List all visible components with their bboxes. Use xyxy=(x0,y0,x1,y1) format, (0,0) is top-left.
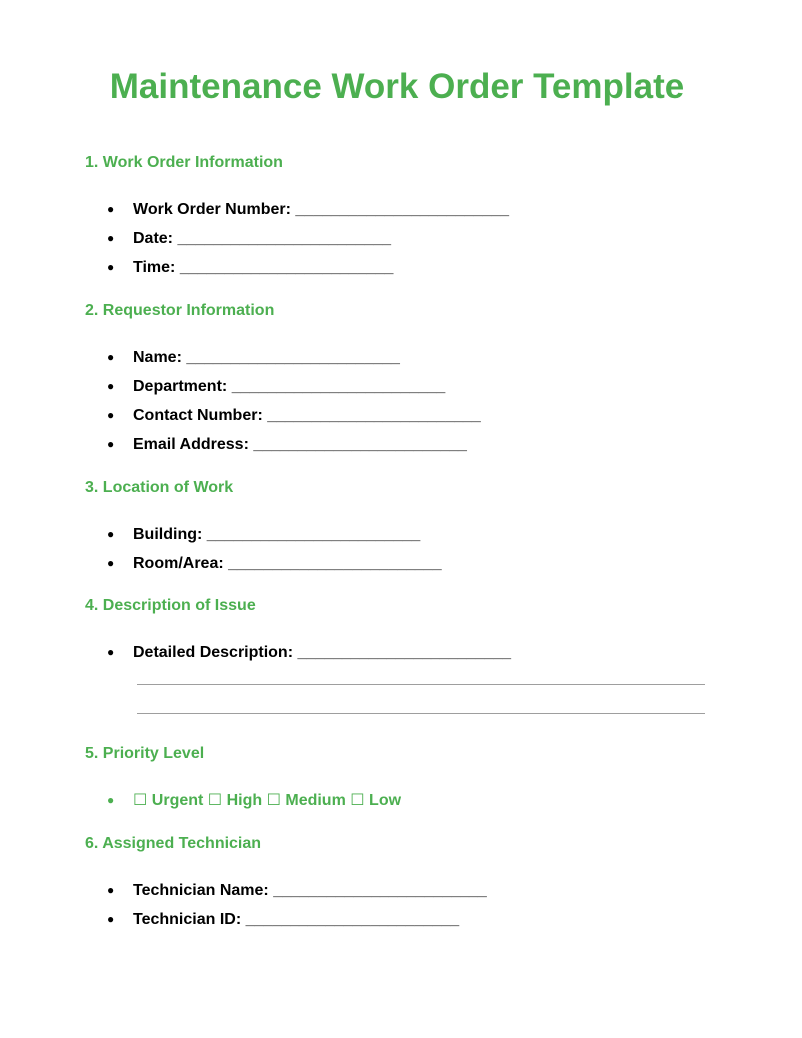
field-room-area[interactable] xyxy=(107,553,442,574)
bullet-icon: ● xyxy=(107,793,115,807)
description-line-2[interactable] xyxy=(137,713,705,714)
field-label: Detailed Description: xyxy=(133,644,294,661)
bullet-icon: ● xyxy=(107,260,115,274)
field-date[interactable] xyxy=(107,228,391,249)
blank-line[interactable]: ________________________ xyxy=(267,407,481,424)
priority-checkbox-options[interactable]: ☐ Urgent ☐ High ☐ Medium ☐ Low xyxy=(133,792,402,809)
blank-line[interactable]: ________________________ xyxy=(186,349,400,366)
section-heading-work-order: 1. Work Order Information xyxy=(85,154,283,171)
blank-line[interactable]: ________________________ xyxy=(297,644,512,661)
bullet-icon: ● xyxy=(107,527,115,541)
bullet-icon: ● xyxy=(107,379,115,393)
bullet-icon: ● xyxy=(107,231,115,245)
description-line-1[interactable] xyxy=(137,684,705,685)
blank-line[interactable]: ________________________ xyxy=(228,555,442,572)
field-label: Time: xyxy=(133,259,176,276)
field-label: Building: xyxy=(133,526,203,543)
blank-line[interactable]: ________________________ xyxy=(253,436,467,453)
field-label: Technician ID: xyxy=(133,911,242,928)
field-name[interactable] xyxy=(107,347,400,368)
field-label: Contact Number: xyxy=(133,407,263,424)
bullet-icon: ● xyxy=(107,437,115,451)
field-label: Technician Name: xyxy=(133,882,269,899)
section-heading-description: 4. Description of Issue xyxy=(85,597,256,614)
field-label: Department: xyxy=(133,378,228,395)
bullet-icon: ● xyxy=(107,202,115,216)
bullet-icon: ● xyxy=(107,645,115,659)
blank-line[interactable]: ________________________ xyxy=(177,230,392,247)
section-heading-requestor: 2. Requestor Information xyxy=(85,302,275,319)
blank-line[interactable]: ________________________ xyxy=(295,201,509,218)
bullet-icon: ● xyxy=(107,912,115,926)
blank-line[interactable]: ________________________ xyxy=(245,911,460,928)
page-title: Maintenance Work Order Template xyxy=(109,67,685,106)
section-heading-technician: 6. Assigned Technician xyxy=(85,835,262,852)
field-time[interactable] xyxy=(107,257,393,278)
field-technician-name[interactable] xyxy=(107,880,487,901)
blank-line[interactable]: ________________________ xyxy=(206,526,421,543)
bullet-icon: ● xyxy=(107,883,115,897)
blank-line[interactable]: ________________________ xyxy=(273,882,487,899)
field-email-address[interactable] xyxy=(107,434,467,455)
field-work-order-number[interactable] xyxy=(107,199,509,220)
field-contact-number[interactable] xyxy=(107,405,481,426)
bullet-icon: ● xyxy=(107,350,115,364)
blank-line[interactable]: ________________________ xyxy=(179,259,394,276)
section-heading-priority: 5. Priority Level xyxy=(85,745,205,762)
field-label: Date: xyxy=(133,230,174,247)
field-technician-id[interactable] xyxy=(107,909,459,930)
field-label: Email Address: xyxy=(133,436,249,453)
blank-line[interactable]: ________________________ xyxy=(231,378,446,395)
bullet-icon: ● xyxy=(107,408,115,422)
field-label: Room/Area: xyxy=(133,555,224,572)
bullet-icon: ● xyxy=(107,556,115,570)
priority-options[interactable] xyxy=(107,790,401,811)
field-building[interactable] xyxy=(107,524,420,545)
section-heading-location: 3. Location of Work xyxy=(85,479,234,496)
field-label: Work Order Number: xyxy=(133,201,291,218)
field-detailed-description[interactable] xyxy=(107,642,511,663)
field-department[interactable] xyxy=(107,376,445,397)
field-label: Name: xyxy=(133,349,182,366)
